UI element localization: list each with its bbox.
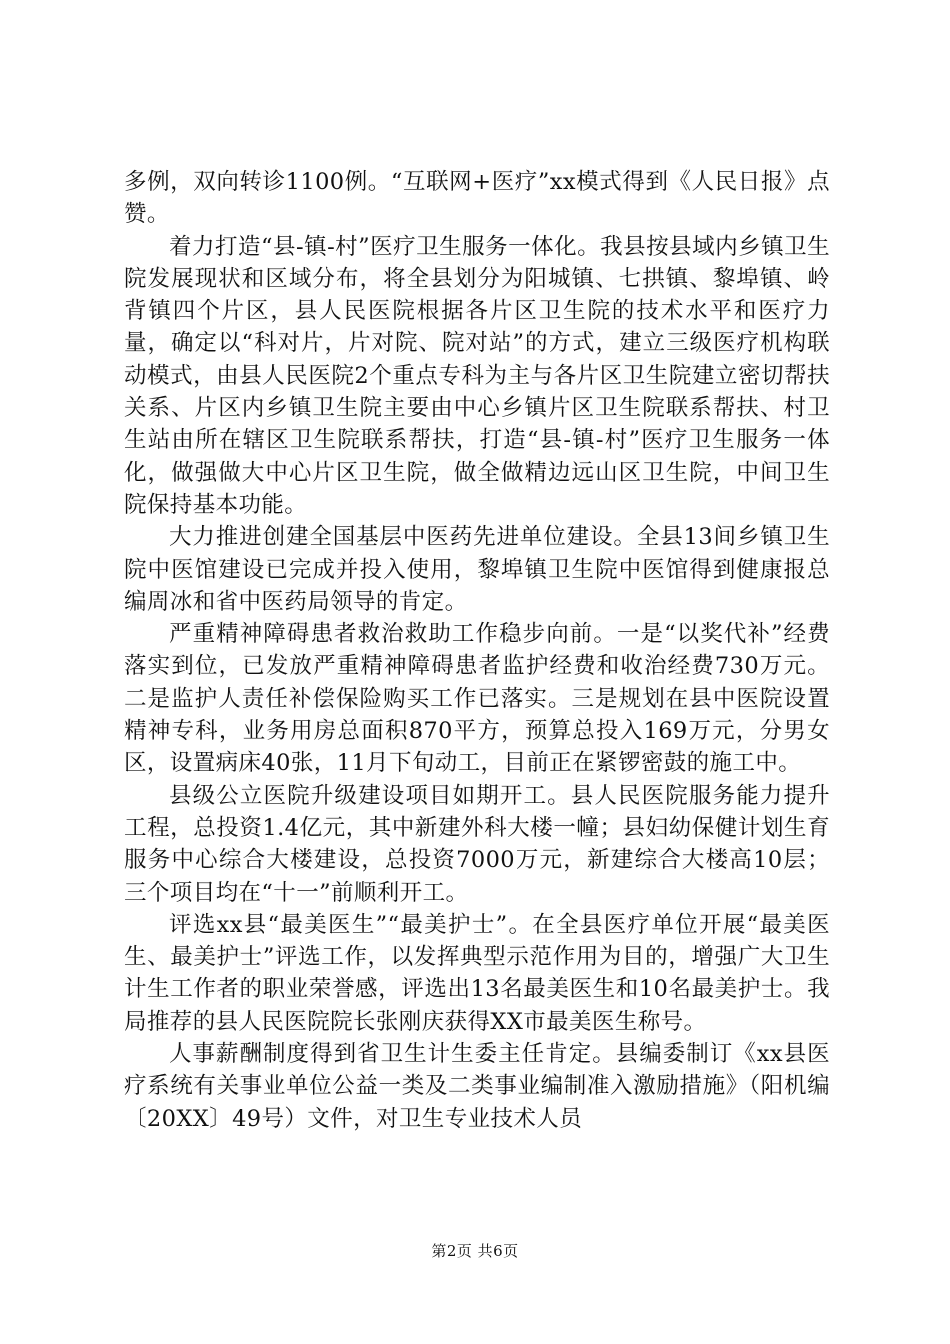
paragraph-county-town-village: 着力打造“县-镇-村”医疗卫生服务一体化。我县按县域内乡镇卫生院发展现状和区域分布，将全县划分为阳城镇、七拱镇、黎埠镇、岭背镇四个片区，县人民医院根据各片区卫生院的技术水平和医疗力量，确定以“科对片，片对院、院对站”的方式，建立三级医疗机构联动模式，由县人民医院2个重点专科为主与各片区卫生院建立密切帮扶关系、片区内乡镇卫生院主要由中心乡镇片区卫生院联系帮扶、村卫生站由所在辖区卫生院联系帮扶，打造“县-镇-村”医疗卫生服务一体化，做强做大中心片区卫生院，做全做精边远山区卫生院，中间卫生院保持基本功能。	[124, 233, 830, 518]
paragraph-tcm-units: 大力推进创建全国基层中医药先进单位建设。全县13间乡镇卫生院中医馆建设已完成并投入使用，黎埠镇卫生院中医馆得到健康报总编周冰和省中医药局领导的肯定。	[124, 524, 830, 615]
body-text	[124, 166, 830, 1135]
paragraph-best-doctors: 评选xx县“最美医生”“最美护士”。在全县医疗单位开展“最美医生、最美护士”评选工作，以发挥典型示范作用为目的，增强广大卫生计生工作者的职业荣誉感，评选出13名最美医生和10名最美护士。我局推荐的县人民医院院长张刚庆获得XX市最美医生称号。	[124, 911, 830, 1035]
page-number-footer: 第2页 共6页	[431, 1242, 519, 1260]
paragraph-mental-health: 严重精神障碍患者救治救助工作稳步向前。一是“以奖代补”经费落实到位，已发放严重精神障碍患者监护经费和收治经费730万元。二是监护人责任补偿保险购买工作已落实。三是规划在县中医院设置精神专科，业务用房总面积870平方，预算总投入169万元，分男女区，设置病床40张，11月下旬动工，目前正在紧锣密鼓的施工中。	[124, 621, 830, 777]
paragraph-personnel-salary: 人事薪酬制度得到省卫生计生委主任肯定。县编委制订《xx县医疗系统有关事业单位公益一类及二类事业编制准入激励措施》（阳机编〔20XX〕49号）文件，对卫生专业技术人员	[124, 1041, 830, 1132]
paragraph-hospital-upgrade: 县级公立医院升级建设项目如期开工。县人民医院服务能力提升工程，总投资1.4亿元，其中新建外科大楼一幢；县妇幼保健计划生育服务中心综合大楼建设，总投资7000万元，新建综合大楼高10层；三个项目均在“十一”前顺利开工。	[124, 782, 830, 906]
paragraph-continued: 多例，双向转诊1100例。“互联网+医疗”xx模式得到《人民日报》点赞。	[124, 169, 830, 228]
